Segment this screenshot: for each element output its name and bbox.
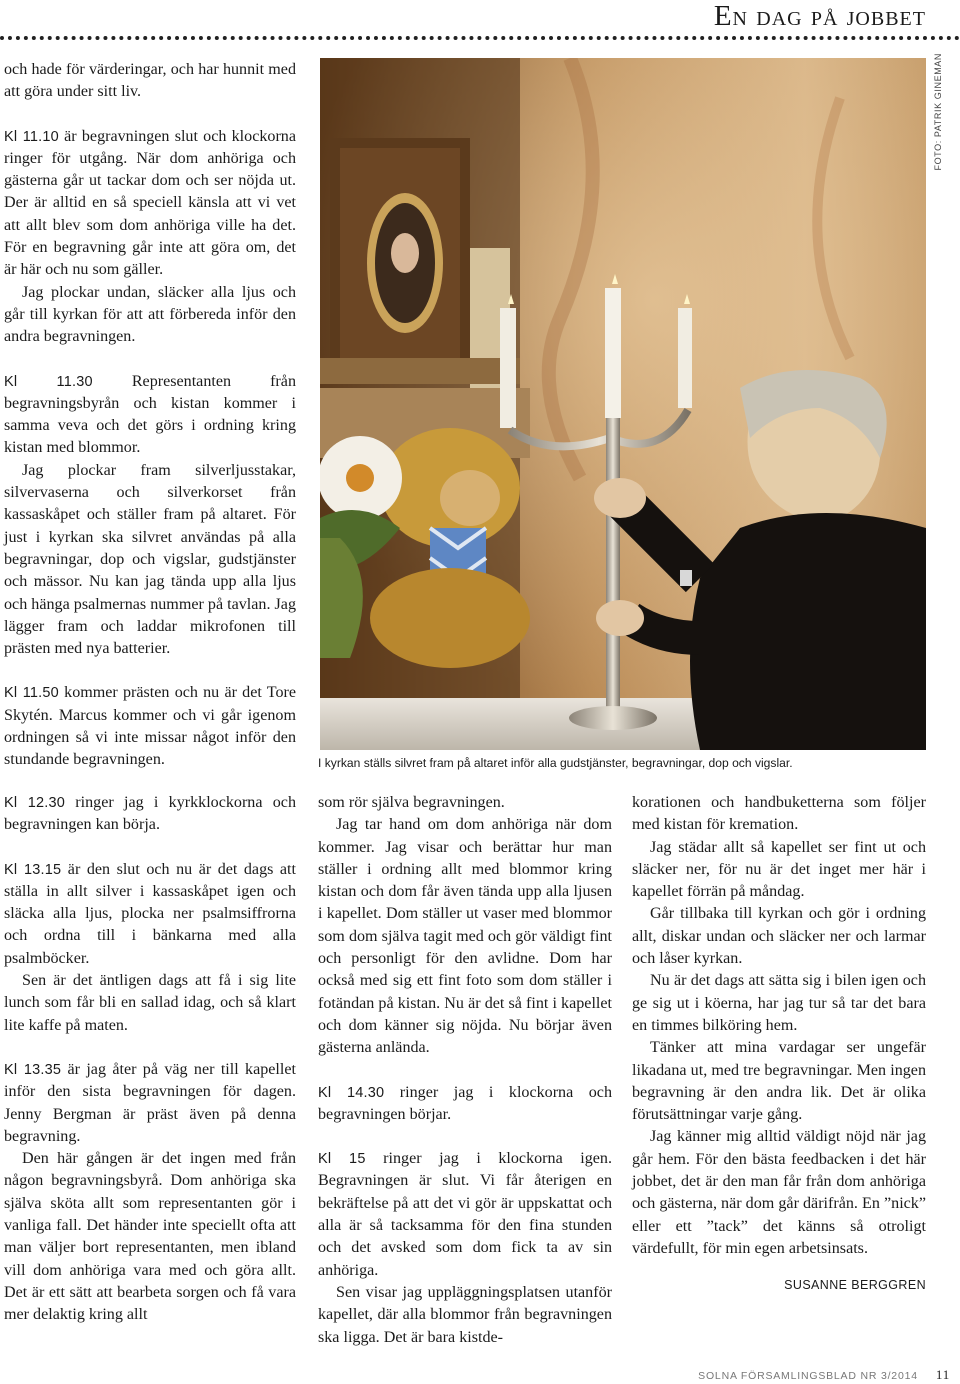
paragraph — [4, 792, 296, 837]
paragraph — [4, 970, 296, 1037]
paragraph-text: ringer jag i kyrkklockorna och begravningen kan börja. — [4, 794, 296, 834]
paragraph — [318, 1082, 612, 1127]
paragraph-text: Jag plockar fram silverljusstakar, silvervaserna och silverkorset från kassaskåpet och ställer fram på altaret. För just i kyrkan ska silvret användas på alla begravningar, dop och vigslar, gudstjänster och mässor. Nu kan jag tända upp alla ljus och hänga psalmernas nummer på tavlan. Jag lägger fram och laddar mikrofonen till prästen med nya batterier. — [4, 461, 296, 658]
altar-photo — [320, 58, 926, 750]
time-stamp: Kl 15 — [318, 1151, 366, 1168]
paragraph-text: Jag städar allt så kapellet ser fint ut och släcker ner, för nu är det inget mer här i kapellet förrän på måndag. — [632, 838, 926, 901]
page-number: 11 — [935, 1367, 950, 1382]
paragraph-text: och hade för värderingar, och har hunnit med att göra under sitt liv. — [4, 61, 296, 101]
paragraph-text: Representanten från begravningsbyrån och kistan kommer i samma veva och det görs i ordning kring kistan med blommor. — [4, 372, 296, 457]
paragraph-text: Sen är det äntligen dags att få i sig lite lunch som får bli en sallad idag, och så klart lite kaffe på maten. — [4, 972, 296, 1034]
paragraph-text: är jag åter på väg ner till kapellet inför den sista begravningen för dagen. Jenny Bergman är präst även på denna begravning. — [4, 1060, 296, 1145]
paragraph-text: är den slut och nu är det dags att ställa in allt silver i kassaskåpet igen och släcka alla ljus, plocka ner psalmsiffrorna och ordna till i bänkarna med alla psalmböcker. — [4, 860, 296, 967]
paragraph — [4, 1059, 296, 1148]
altar-photo-illustration — [320, 58, 926, 750]
paragraph-text: ringer jag i klockorna och begravningen börjar. — [318, 1083, 612, 1123]
time-stamp: Kl 11.50 — [4, 685, 59, 702]
paragraph — [632, 837, 926, 904]
paragraph — [632, 1126, 926, 1260]
paragraph — [318, 1148, 612, 1282]
time-stamp: Kl 11.30 — [4, 373, 93, 390]
paragraph — [318, 1282, 612, 1349]
paragraph-text: som rör själva begravningen. — [318, 794, 505, 811]
dotted-rule — [0, 36, 960, 40]
section-title: En dag på jobbet — [713, 0, 926, 32]
paragraph — [318, 814, 612, 1059]
paragraph — [632, 792, 926, 837]
paragraph-text: Nu är det dags att sätta sig i bilen igen och ge sig ut i köerna, har jag tur så tar det bara en timmes bilköring hem. — [632, 972, 926, 1034]
paragraph-text: Den här gången är det ingen med från någon begravningsbyrå. Dom anhöriga ska själva sköta allt som representanten gör i vanliga fall. Det händer inte speciellt ofta att man väljer bort representanten, men ibland vill dom anhöriga vara med och göra allt. Det är ett sätt att bearbeta sorgen och få vara mer delaktig kring allt — [4, 1150, 296, 1324]
time-stamp: Kl 13.15 — [4, 861, 62, 878]
paragraph — [4, 682, 296, 771]
paragraph — [4, 126, 296, 282]
column-3 — [632, 792, 926, 1297]
photo-caption: I kyrkan ställs silvret fram på altaret inför alla gudstjänster, begravningar, dop och vigslar. — [318, 756, 793, 770]
paragraph-text: Tänker att mina vardagar ser ungefär likadana ut, med tre begravningar. Men ingen begravning är den andra lik. Det är olika förutsättningar varje gång. — [632, 1039, 926, 1124]
paragraph — [318, 792, 612, 814]
column-2 — [318, 792, 612, 1349]
time-stamp: Kl 14.30 — [318, 1084, 385, 1101]
column-1-top — [4, 59, 296, 772]
paragraph-text: är begravningen slut och klockorna ringer för utgång. När dom anhöriga och gästerna går ut tackar dom och ser nöjda ut. Der är alltid en så speciell känsla att vi vet att allt blev som dom anhöriga ville ha det. För en begravning går inte att göra om, det är här och nu som gäller. — [4, 127, 296, 279]
paragraph-text: kommer prästen och nu är det Tore Skytén. Marcus kommer och vi går igenom ordningen så vi inte missar något inför den stundande begravningen. — [4, 684, 297, 769]
author-name: SUSANNE BERGGREN — [784, 1278, 926, 1293]
paragraph — [4, 1148, 296, 1326]
time-stamp: Kl 13.35 — [4, 1061, 62, 1078]
publication-name: SOLNA FÖRSAMLINGSBLAD NR 3/2014 — [698, 1370, 918, 1382]
photo-credit: FOTO: PATRIK GINEMAN — [933, 53, 943, 171]
paragraph — [4, 371, 296, 460]
paragraph-text: ringer jag i klockorna igen. Begravningen är slut. Vi får återigen en bekräftelse på att det vi gör är uppskattat och alla är så tacksamma för den fina stunden och det avsked som dom fick ta av sin anhöriga. — [318, 1150, 612, 1279]
paragraph-text: Jag känner mig alltid väldigt nöjd när jag går hem. För den bästa feedbacken i det här jobbet, det är den man får från dom anhöriga och gästerna, när dom går därifrån. En ”nick” eller ett ”tack” det känns så otroligt värdefullt, för min egen arbetsinsats. — [632, 1128, 926, 1257]
paragraph — [4, 460, 296, 661]
paragraph — [632, 1037, 926, 1126]
paragraph-text: Jag tar hand om dom anhöriga när dom kommer. Jag visar och berättar hur man ställer i ordning allt med blommor kring kistan och dom får även tända upp alla ljusen i kapellet. Dom ställer ut vaser med blommor som dom själva tagit med och gör väldigt fint och personligt för den avlidne. Dom har också med sig ett fint foto som dom ställer i fotändan på kistan. Nu är det så fint i kapellet och dom känner sig nöjda. Nu börjar även gästerna anlända. — [318, 816, 612, 1057]
paragraph — [4, 282, 296, 349]
time-stamp: Kl 11.10 — [4, 128, 59, 145]
paragraph — [632, 903, 926, 970]
paragraph-text: Jag plockar undan, släcker alla ljus och går till kyrkan för att att förbereda inför den andra begravningen. — [4, 283, 296, 346]
time-stamp: Kl 12.30 — [4, 795, 66, 811]
paragraph-text: Går tillbaka till kyrkan och gör i ordning allt, diskar undan och släcker ner och larmar och låser kyrkan. — [632, 905, 926, 968]
column-1-bottom — [4, 792, 296, 1327]
paragraph-text: Sen visar jag uppläggningsplatsen utanför kapellet, där alla blommor från begravningen ska ligga. Det är bara kistde- — [318, 1283, 612, 1346]
paragraph — [4, 859, 296, 970]
paragraph — [4, 59, 296, 104]
paragraph-text: korationen och handbuketterna som följer med kistan för kremation. — [632, 794, 926, 834]
paragraph — [632, 970, 926, 1037]
page-footer — [698, 1367, 950, 1383]
